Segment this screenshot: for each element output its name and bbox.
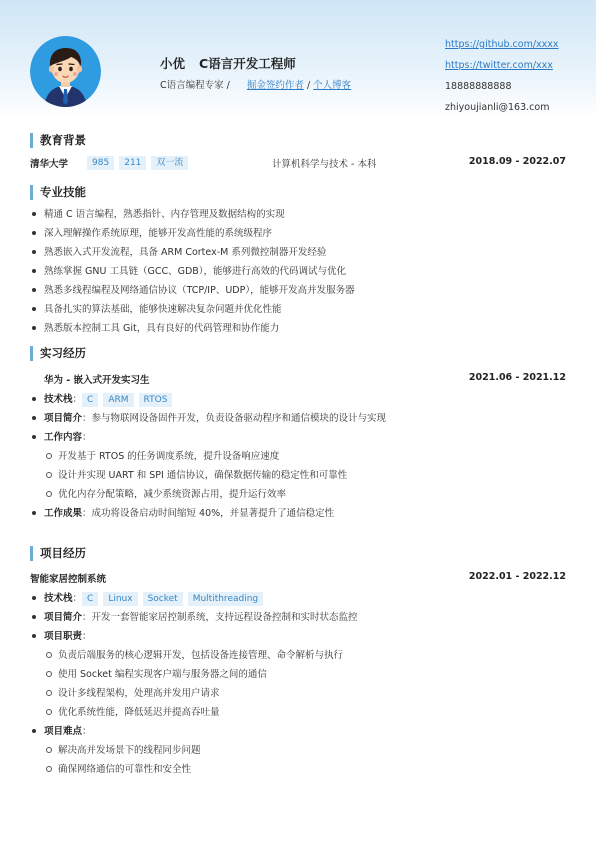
duty-label: 项目职责 (44, 631, 83, 642)
skill-item: 具备扎实的算法基础，能够快速解决复杂问题并优化性能 (30, 300, 566, 319)
result-text: 成功将设备启动时间缩短 40%，并显著提升了通信稳定性 (91, 508, 335, 519)
juejin-link[interactable]: 掘金签约作者 (246, 80, 304, 91)
tech-tag: Socket (143, 592, 183, 606)
result-label: 工作成果 (44, 508, 83, 519)
difficulty-label: 项目难点 (44, 726, 83, 737)
internship-date: 2021.06 - 2021.12 (468, 372, 566, 383)
education-section-title: 教育背景 (30, 133, 86, 148)
project-stack-item (30, 589, 566, 608)
skills-list (30, 205, 566, 338)
internship-result-item (30, 504, 566, 523)
internship-company: 华为 - 嵌入式开发实习生 (44, 375, 150, 386)
tech-tag: RTOS (139, 393, 173, 407)
project-section-title: 项目经历 (30, 546, 86, 561)
project-intro-item (30, 608, 566, 627)
intro-label: 项目简介 (44, 612, 83, 623)
school-tags (87, 156, 193, 170)
difficulty-colon: ： (82, 726, 92, 737)
work-subitem: 开发基于 RTOS 的任务调度系统，提升设备响应速度 (30, 447, 566, 466)
project-name: 智能家居控制系统 (30, 574, 107, 585)
tech-tag: ARM (103, 393, 133, 407)
work-label: 工作内容 (44, 432, 83, 443)
skill-item: 熟悉版本控制工具 Git，具有良好的代码管理和协作能力 (30, 319, 566, 338)
tech-tag: C (82, 592, 98, 606)
intro-label: 项目简介 (44, 413, 83, 424)
twitter-link[interactable]: https://twitter.com/xxx (445, 60, 553, 71)
skill-item: 深入理解操作系统原理，能够开发高性能的系统级程序 (30, 224, 566, 243)
intro-text: 参与物联网设备固件开发，负责设备驱动程序和通信模块的设计与实现 (91, 413, 387, 424)
work-subitem: 设计并实现 UART 和 SPI 通信协议，确保数据传输的稳定性和可靠性 (30, 466, 566, 485)
skill-item: 熟练掌握 GNU 工具链（GCC、GDB），能够进行高效的代码调试与优化 (30, 262, 566, 281)
work-colon: ： (82, 432, 92, 443)
github-link[interactable]: https://github.com/xxxx (445, 39, 559, 50)
internship-header (30, 372, 566, 386)
result-colon: ： (82, 508, 92, 519)
stack-label: 技术栈 (44, 593, 73, 604)
internship-details (30, 390, 566, 523)
candidate-name: 小优 (160, 56, 186, 71)
name-line (160, 54, 296, 72)
intro-colon: ： (82, 612, 92, 623)
phone-number: 18888888888 (445, 81, 512, 92)
stack-label: 技术栈 (44, 394, 73, 405)
tagline-prefix: C语言编程专家 / (160, 80, 230, 91)
work-subitem: 优化内存分配策略，减少系统资源占用，提升运行效率 (30, 485, 566, 504)
project-duty-item (30, 627, 566, 646)
duty-subitem: 负责后端服务的核心逻辑开发，包括设备连接管理、命令解析与执行 (30, 646, 566, 665)
tagline (160, 77, 351, 91)
tech-tag: Linux (103, 592, 137, 606)
skill-item: 熟悉多线程编程及网络通信协议（TCP/IP、UDP），能够开发高并发服务器 (30, 281, 566, 300)
contact-block (445, 34, 559, 118)
education-date: 2018.09 - 2022.07 (468, 156, 566, 167)
project-date: 2022.01 - 2022.12 (468, 571, 566, 582)
duty-colon: ： (82, 631, 92, 642)
email-address: zhiyoujianli@163.com (445, 102, 550, 113)
project-details (30, 589, 566, 779)
duty-subitem: 优化系统性能，降低延迟并提高吞吐量 (30, 703, 566, 722)
stack-colon: ： (72, 593, 83, 604)
tagline-separator: / (306, 80, 311, 91)
intro-text: 开发一套智能家居控制系统，支持远程设备控制和实时状态监控 (91, 612, 358, 623)
avatar-illustration-icon (30, 36, 101, 107)
education-row (30, 156, 566, 170)
school-tag: 211 (119, 156, 146, 170)
job-title: C语言开发工程师 (199, 56, 296, 71)
blog-link[interactable]: 个人博客 (313, 80, 352, 91)
project-header (30, 571, 566, 585)
duty-subitem: 使用 Socket 编程实现客户端与服务器之间的通信 (30, 665, 566, 684)
skill-item: 熟悉嵌入式开发流程，具备 ARM Cortex-M 系列微控制器开发经验 (30, 243, 566, 262)
avatar (30, 36, 101, 107)
project-difficulty-item (30, 722, 566, 741)
school-tag: 双一流 (151, 156, 188, 170)
internship-work-item (30, 428, 566, 447)
internship-stack-item (30, 390, 566, 409)
internship-intro-item (30, 409, 566, 428)
tech-tag: C (82, 393, 98, 407)
stack-colon: ： (72, 394, 83, 405)
skills-section-title: 专业技能 (30, 185, 86, 200)
school-tag: 985 (87, 156, 114, 170)
duty-subitem: 设计多线程架构，处理高并发用户请求 (30, 684, 566, 703)
internship-section-title: 实习经历 (30, 346, 86, 361)
difficulty-subitem: 确保网络通信的可靠性和安全性 (30, 760, 566, 779)
difficulty-subitem: 解决高并发场景下的线程同步问题 (30, 741, 566, 760)
major: 计算机科学与技术 - 本科 (272, 159, 377, 170)
intro-colon: ： (82, 413, 92, 424)
skill-item: 精通 C 语言编程，熟悉指针、内存管理及数据结构的实现 (30, 205, 566, 224)
school-name: 清华大学 (30, 159, 69, 170)
tech-tag: Multithreading (188, 592, 263, 606)
